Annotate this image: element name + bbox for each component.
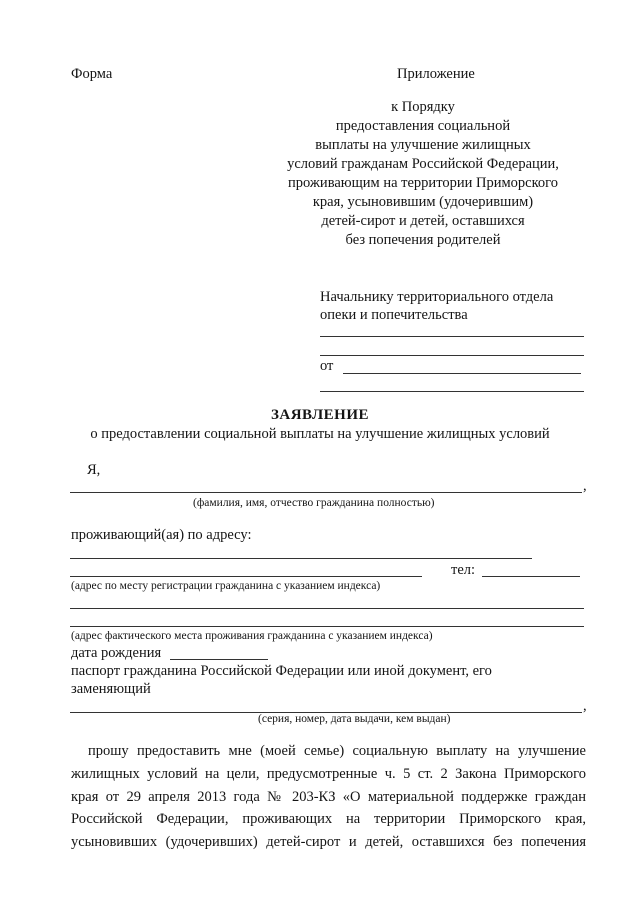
residing-label: проживающий(ая) по адресу: — [71, 527, 252, 543]
actual-address-blank-line — [70, 608, 584, 609]
addressee-blank-line — [320, 355, 584, 356]
appendix-line: предоставления социальной — [335, 118, 511, 134]
phone-blank-line — [482, 576, 580, 577]
addressee-line-1: Начальнику территориального отдела — [320, 289, 554, 305]
appendix-line: проживающим на территории Приморского — [288, 175, 558, 191]
from-blank-line — [343, 373, 581, 374]
actual-address-hint: (адрес фактического места проживания гражданина с указанием индекса) — [71, 630, 433, 642]
passport-label: паспорт гражданина Российской Федерации или иной документ, его — [71, 663, 492, 679]
fio-blank-line — [70, 492, 582, 493]
addressee-blank-line — [320, 391, 584, 392]
statement-title: ЗАЯВЛЕНИЕ — [270, 407, 370, 423]
passport-hint: (серия, номер, дата выдачи, кем выдан) — [258, 713, 451, 725]
appendix-line: к Порядку — [391, 99, 455, 115]
addressee-line-2: опеки и попечительства — [320, 307, 468, 323]
body-text-line: прошу предоставить мне (моей семье) социальную выплату на улучшение — [88, 743, 586, 759]
birth-date-label: дата рождения — [71, 645, 162, 661]
appendix-line: без попечения родителей — [345, 232, 501, 248]
comma-mark: , — [583, 478, 587, 494]
address-blank-line — [70, 558, 532, 559]
body-text-line: жилищных условий на цели, предусмотренные ч. 5 ст. 2 Закона Приморского — [71, 766, 586, 782]
birth-date-blank-line — [170, 659, 268, 660]
reg-address-hint: (адрес по месту регистрации гражданина с указанием индекса) — [71, 580, 381, 592]
from-label: от — [320, 358, 334, 374]
fio-hint: (фамилия, имя, отчество гражданина полностью) — [193, 497, 435, 509]
ya-label: Я, — [87, 462, 101, 478]
phone-label: тел: — [451, 562, 476, 578]
statement-subtitle: о предоставлении социальной выплаты на улучшение жилищных условий — [90, 426, 550, 442]
actual-address-blank-line — [70, 626, 584, 627]
appendix-reference — [283, 98, 563, 250]
appendix-line: условий гражданам Российской Федерации, — [287, 156, 559, 172]
passport-label-continued: заменяющий — [71, 681, 151, 697]
addressee-blank-line — [320, 336, 584, 337]
body-text-line: усыновивших (удочеривших) детей-сирот и детей, оставшихся без попечения — [71, 834, 586, 850]
appendix-line: края, усыновившим (удочерившим) — [312, 194, 534, 210]
form-label: Форма — [71, 66, 113, 82]
body-text-line: Российской Федерации, проживающих на территории Приморского края, — [71, 811, 586, 827]
appendix-line: выплаты на улучшение жилищных — [315, 137, 531, 153]
appendix-label: Приложение — [397, 66, 475, 82]
appendix-line: детей-сирот и детей, оставшихся — [321, 213, 525, 229]
address-blank-line — [70, 576, 422, 577]
comma-mark: , — [583, 698, 587, 714]
body-text-line: края от 29 апреля 2013 года № 203-КЗ «О материальной поддержке граждан — [71, 789, 586, 805]
